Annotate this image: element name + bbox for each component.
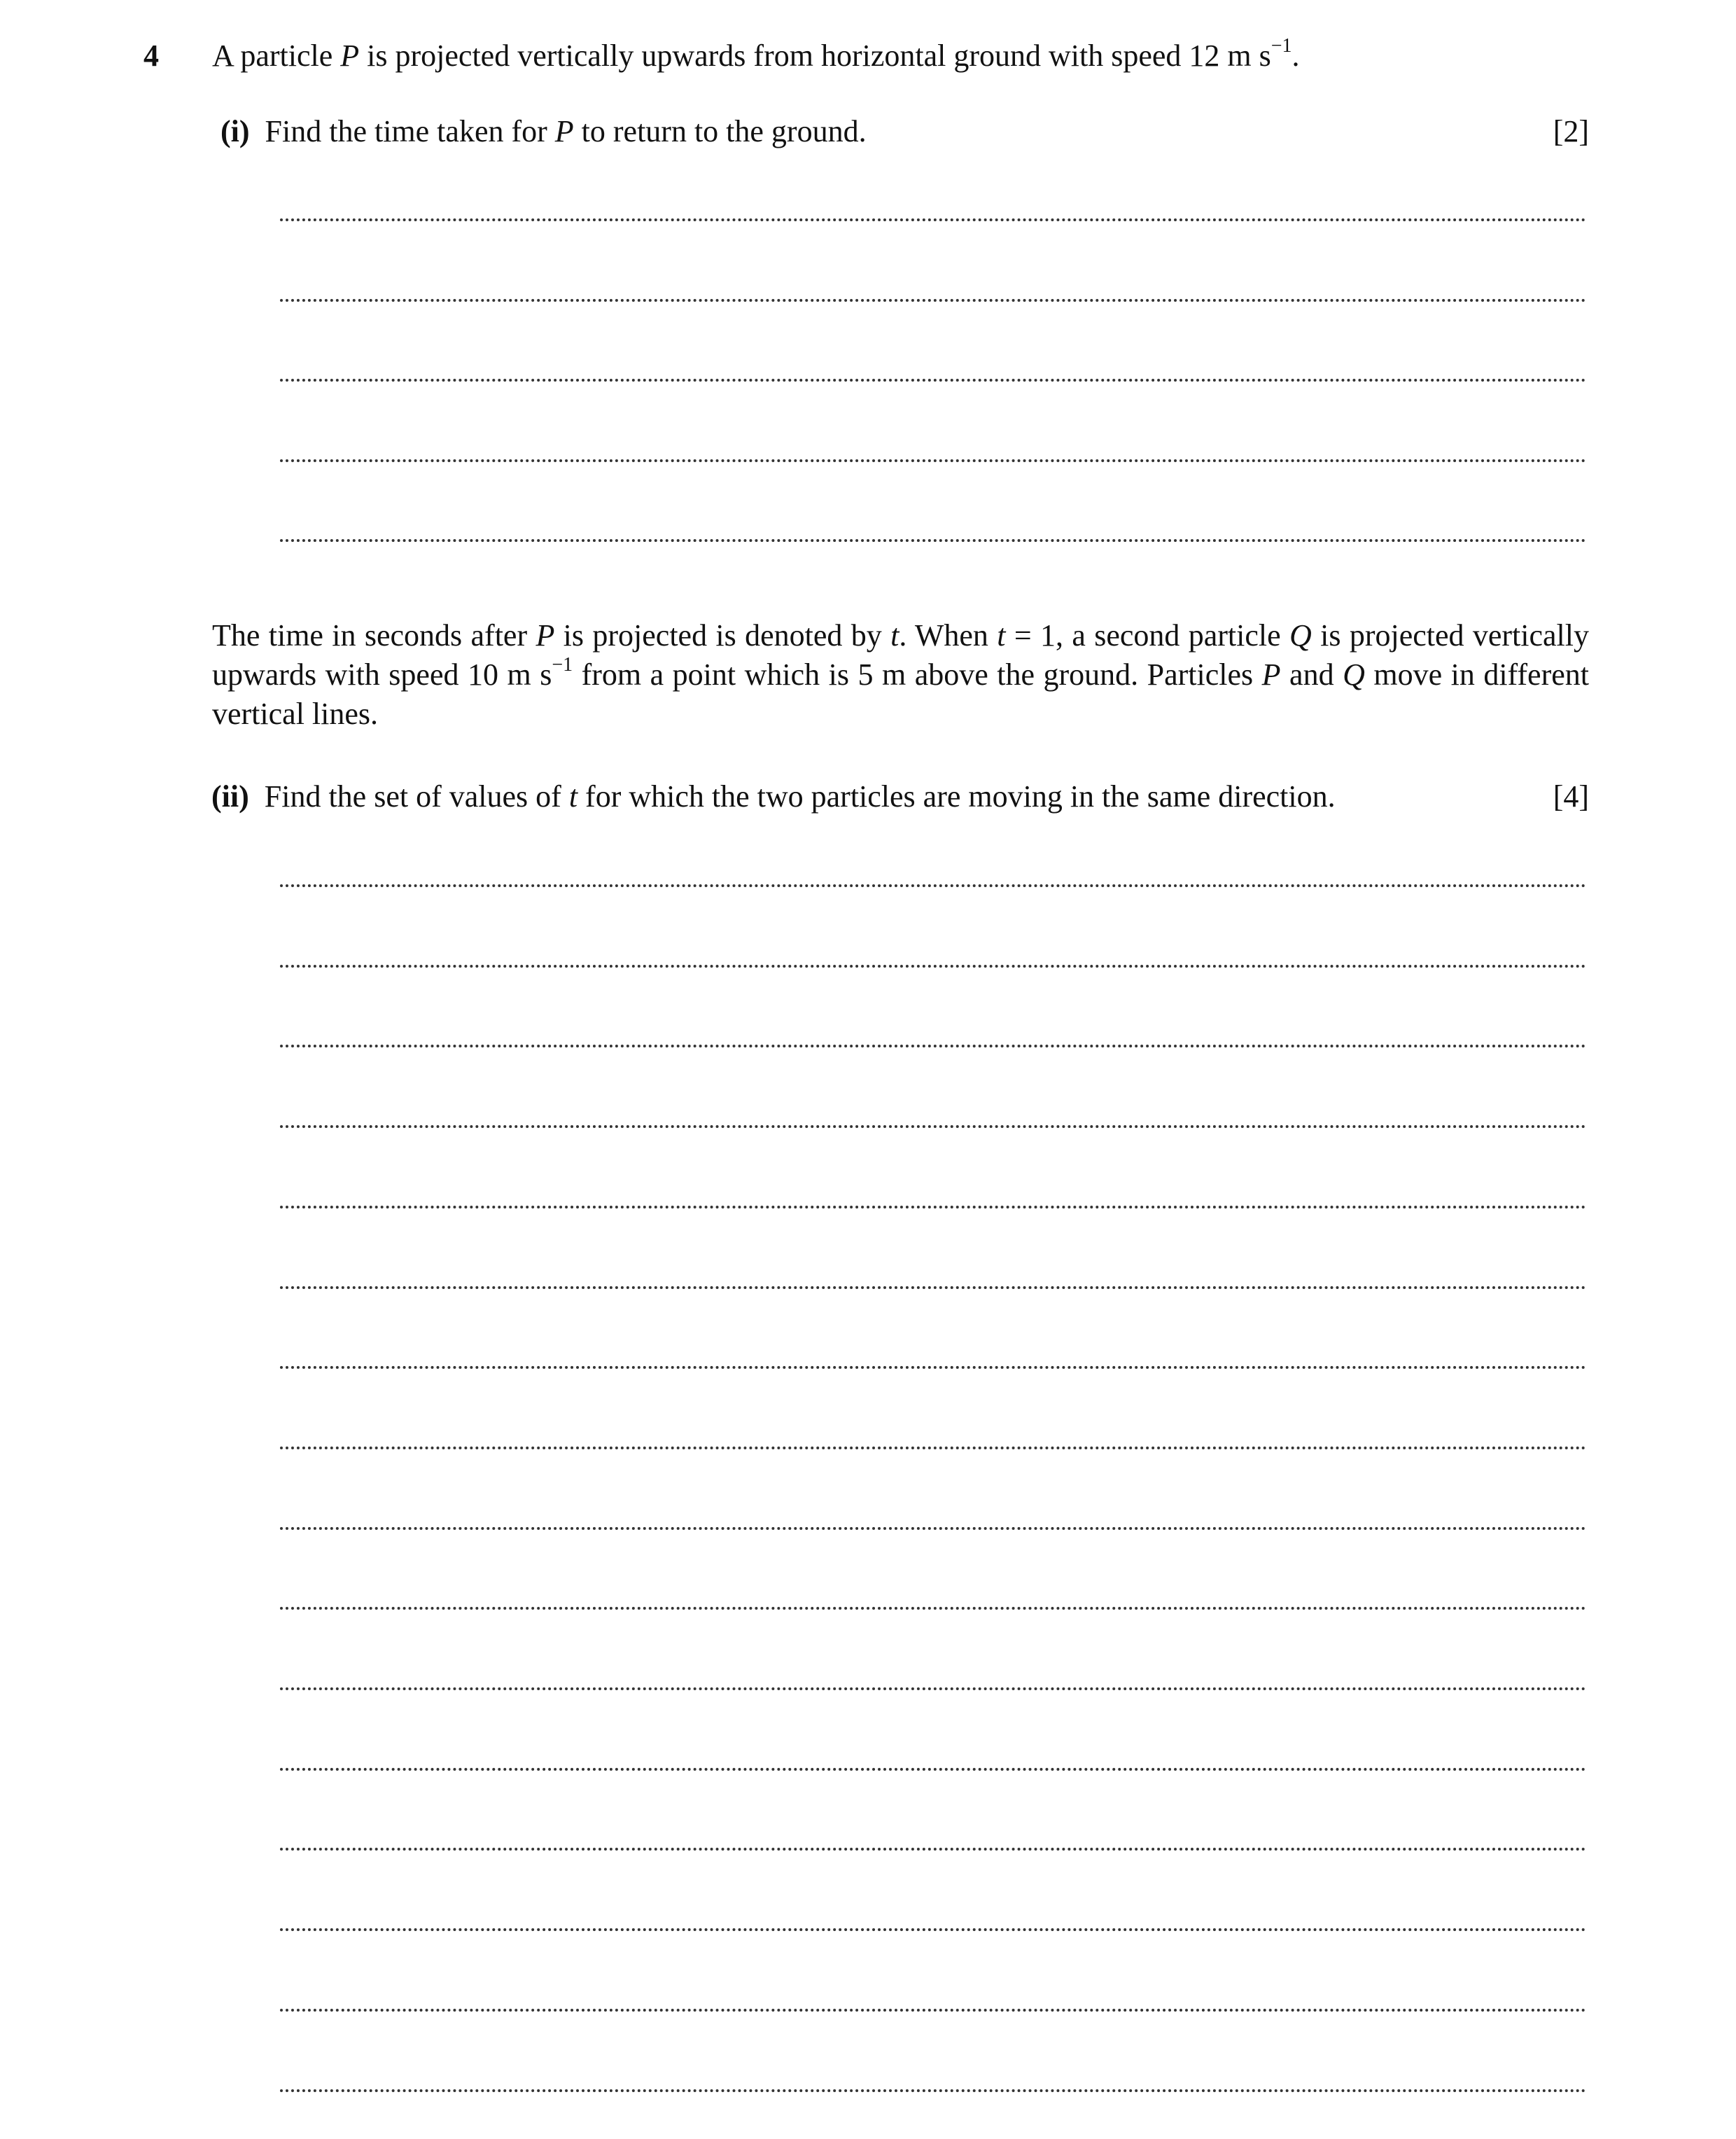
para-s5: is projected vertically upwards with speed 10 m s bbox=[212, 618, 1589, 692]
answer-line[interactable] bbox=[280, 1768, 1586, 1771]
part-ii-row bbox=[211, 776, 1589, 818]
part-i-label: (i) bbox=[220, 114, 250, 148]
answer-line[interactable] bbox=[280, 539, 1586, 542]
answer-line[interactable] bbox=[280, 1206, 1586, 1208]
stem-end: . bbox=[1292, 39, 1300, 73]
answer-line[interactable] bbox=[280, 1447, 1586, 1449]
question-number: 4 bbox=[144, 39, 159, 73]
stem-exponent: −1 bbox=[1270, 35, 1292, 57]
para-s3: . When bbox=[899, 618, 997, 653]
stem-text-b: is projected vertically upwards from horizontal ground with speed 12 m s bbox=[359, 39, 1271, 73]
answer-line[interactable] bbox=[280, 299, 1586, 302]
para-var-p: P bbox=[536, 618, 555, 653]
para-var-q: Q bbox=[1289, 618, 1312, 653]
answer-line[interactable] bbox=[280, 379, 1586, 382]
para-exponent: −1 bbox=[552, 654, 573, 676]
part-ii-text bbox=[265, 776, 1336, 818]
part-ii-label: (ii) bbox=[211, 779, 249, 814]
part-ii-marks: [4] bbox=[1553, 779, 1589, 814]
para-s6: from a point which is 5 m above the ground. Particles bbox=[573, 657, 1262, 692]
stem-var-p: P bbox=[340, 39, 360, 73]
part-i-row bbox=[220, 111, 1589, 153]
part-i-text-a: Find the time taken for bbox=[265, 114, 555, 148]
context-paragraph bbox=[212, 616, 1589, 734]
para-s8: move in different vertical lines. bbox=[212, 657, 1589, 731]
answer-line[interactable] bbox=[280, 2089, 1586, 2092]
answer-line[interactable] bbox=[280, 884, 1586, 887]
part-i-marks: [2] bbox=[1553, 114, 1589, 148]
part-i-var-p: P bbox=[554, 114, 574, 148]
answer-line[interactable] bbox=[280, 1366, 1586, 1369]
answer-line[interactable] bbox=[280, 1607, 1586, 1610]
part-i-text bbox=[265, 111, 867, 153]
para-s2: is projected is denoted by bbox=[554, 618, 891, 653]
answer-line[interactable] bbox=[280, 965, 1586, 968]
part-i-text-b: to return to the ground. bbox=[573, 114, 867, 148]
answer-line[interactable] bbox=[280, 1687, 1586, 1690]
para-var-t2: t bbox=[997, 618, 1006, 653]
para-var-p2: P bbox=[1261, 657, 1281, 692]
para-var-t: t bbox=[890, 618, 899, 653]
answer-line[interactable] bbox=[280, 218, 1586, 221]
para-s7: and bbox=[1280, 657, 1343, 692]
para-s4: = 1, a second particle bbox=[1005, 618, 1289, 653]
answer-line[interactable] bbox=[280, 1848, 1586, 1851]
part-ii-var-t: t bbox=[568, 779, 578, 814]
answer-line[interactable] bbox=[280, 1045, 1586, 1047]
answer-line[interactable] bbox=[280, 1928, 1586, 1931]
answer-line[interactable] bbox=[280, 1286, 1586, 1289]
stem-text-a: A particle bbox=[212, 39, 341, 73]
answer-line[interactable] bbox=[280, 2009, 1586, 2012]
para-s1: The time in seconds after bbox=[212, 618, 536, 653]
answer-line[interactable] bbox=[280, 459, 1586, 462]
answer-line[interactable] bbox=[280, 1527, 1586, 1530]
answer-line[interactable] bbox=[280, 1125, 1586, 1128]
part-ii-text-b: for which the two particles are moving in the same direction. bbox=[578, 779, 1336, 814]
question-stem bbox=[212, 35, 1300, 77]
part-ii-text-a: Find the set of values of bbox=[264, 779, 569, 814]
para-var-q2: Q bbox=[1343, 657, 1365, 692]
